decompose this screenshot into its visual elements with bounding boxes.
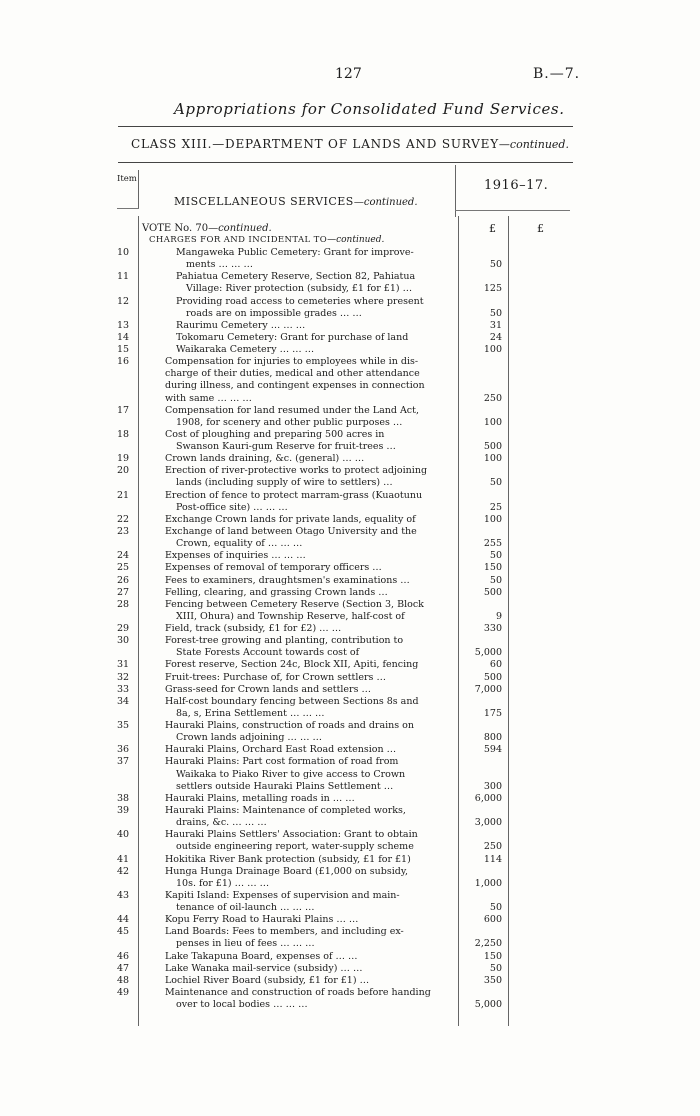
table-row [0, 938, 700, 950]
table-row [0, 720, 700, 732]
item-amount: 594 [483, 744, 502, 756]
table-row [0, 756, 700, 768]
item-header-divider [138, 170, 139, 208]
item-amount: 800 [483, 732, 502, 744]
item-number: 47 [117, 962, 130, 974]
table-row [0, 599, 700, 611]
item-description: Land Boards: Fees to members, and including ex- [165, 926, 404, 938]
item-description: Forest reserve, Section 24c, Block XII, Apiti, fencing [165, 659, 419, 671]
item-description: 1908, for scenery and other public purposes … [176, 416, 403, 428]
vote-heading [142, 223, 272, 234]
item-description: Hauraki Plains Settlers' Association: Grant to obtain [165, 829, 418, 841]
item-number: 32 [117, 671, 130, 683]
item-description: Field, track (subsidy, £1 for £2) … … [165, 623, 342, 635]
item-description: Cost of ploughing and preparing 500 acres in [165, 428, 385, 440]
item-description: drains, &c. … … … [176, 817, 267, 829]
item-description: Half-cost boundary fencing between Sections 8s and [165, 695, 419, 707]
table-row [0, 417, 700, 429]
item-number: 14 [117, 331, 130, 343]
table-row [0, 708, 700, 720]
item-number: 16 [117, 356, 130, 368]
table-row [0, 635, 700, 647]
table-row [0, 975, 700, 987]
table-row [0, 538, 700, 550]
table-row [0, 477, 700, 489]
item-number: 33 [117, 683, 130, 695]
item-number: 25 [117, 562, 130, 574]
item-description: Erection of fence to protect marram-grass (Kuaotunu [165, 489, 423, 501]
item-description: Crown, equality of … … … [176, 538, 303, 550]
item-number: 44 [117, 914, 130, 926]
table-row [0, 575, 700, 587]
item-description: over to local bodies … … … [176, 999, 308, 1011]
item-amount: 25 [489, 501, 502, 513]
table-row [0, 393, 700, 405]
page-number: 127 [335, 66, 362, 82]
table-row [0, 999, 700, 1011]
item-description: Grass-seed for Crown lands and settlers … [165, 683, 371, 695]
table-row [0, 368, 700, 380]
item-amount: 250 [483, 392, 502, 404]
table-row [0, 647, 700, 659]
item-number: 28 [117, 598, 130, 610]
item-number: 21 [117, 489, 130, 501]
item-amount: 3,000 [474, 817, 502, 829]
item-amount: 150 [483, 950, 502, 962]
item-number: 17 [117, 404, 130, 416]
table-row [0, 866, 700, 878]
currency-symbol-right: £ [537, 222, 544, 235]
table-row [0, 963, 700, 975]
table-row [0, 829, 700, 841]
table-row [0, 344, 700, 356]
item-description: Hokitika River Bank protection (subsidy, £1 for £1) [165, 853, 411, 865]
item-description: Felling, clearing, and grassing Crown lands … [165, 586, 388, 598]
vote-heading-continued: —continued. [208, 223, 272, 234]
table-row [0, 562, 700, 574]
charges-heading [149, 235, 384, 245]
item-number: 38 [117, 792, 130, 804]
table-row [0, 805, 700, 817]
table-row [0, 356, 700, 368]
item-amount: 1,000 [474, 877, 502, 889]
item-description: Swanson Kauri-gum Reserve for fruit-trees … [176, 441, 396, 453]
item-number: 26 [117, 574, 130, 586]
item-amount: 100 [483, 513, 502, 525]
table-row [0, 987, 700, 999]
page-title: Appropriations for Consolidated Fund Services. [174, 100, 565, 118]
item-number: 18 [117, 428, 130, 440]
item-number: 36 [117, 744, 130, 756]
item-number: 39 [117, 804, 130, 816]
item-description: during illness, and contingent expenses in connection [165, 380, 425, 392]
item-number: 41 [117, 853, 130, 865]
header-rule [118, 162, 573, 163]
item-amount: 50 [489, 574, 502, 586]
item-number: 10 [117, 247, 130, 258]
table-row [0, 550, 700, 562]
item-description: Crown lands adjoining … … … [176, 732, 322, 744]
item-description: Crown lands draining, &c. (general) … … [165, 453, 365, 465]
item-amount: 24 [489, 331, 502, 343]
item-amount: 125 [483, 283, 502, 295]
item-description: Raurimu Cemetery … … … [176, 319, 306, 331]
section-heading-continued: —continued. [353, 197, 418, 208]
item-description: Waikaka to Piako River to give access to Crown [176, 768, 406, 780]
table-row [0, 817, 700, 829]
vote-heading-text: VOTE No. 70 [142, 223, 209, 234]
table-row [0, 672, 700, 684]
table-row [0, 878, 700, 890]
item-amount: 50 [489, 259, 502, 271]
item-description: Hauraki Plains, metalling roads in … … [165, 792, 355, 804]
table-row [0, 623, 700, 635]
item-amount: 250 [483, 841, 502, 853]
item-number: 20 [117, 465, 130, 477]
table-row [0, 247, 700, 259]
item-amount: 100 [483, 344, 502, 356]
table-row [0, 902, 700, 914]
item-description: Erection of river-protective works to protect adjoining [165, 465, 428, 477]
table-row [0, 380, 700, 392]
table-row [0, 890, 700, 902]
item-description: Hauraki Plains: Maintenance of completed works, [165, 804, 406, 816]
table-row [0, 781, 700, 793]
item-description: 10s. for £1) … … … [176, 877, 270, 889]
item-number: 30 [117, 635, 130, 647]
item-number: 45 [117, 926, 130, 938]
table-row [0, 926, 700, 938]
item-number: 49 [117, 986, 130, 998]
table-row [0, 587, 700, 599]
item-amount: 5,000 [474, 647, 502, 659]
item-amount: 7,000 [474, 683, 502, 695]
item-amount: 50 [489, 902, 502, 914]
item-amount: 500 [483, 671, 502, 683]
year-header-rule [455, 210, 570, 211]
item-description: outside engineering report, water-supply scheme [176, 841, 414, 853]
item-description: penses in lieu of fees … … … [176, 938, 315, 950]
table-row [0, 502, 700, 514]
item-description: 8a, s, Erina Settlement … … … [176, 707, 325, 719]
section-heading [174, 195, 418, 208]
item-amount: 350 [483, 974, 502, 986]
item-description: Fees to examiners, draughtsmen's examinations … [165, 574, 410, 586]
table-row [0, 696, 700, 708]
table-row [0, 271, 700, 283]
class-heading-continued: —continued. [498, 138, 569, 151]
item-amount: 50 [489, 550, 502, 562]
item-number: 35 [117, 720, 130, 732]
item-number: 31 [117, 659, 130, 671]
item-description: State Forests Account towards cost of [176, 647, 360, 659]
item-description: Compensation for land resumed under the Land Act, [165, 404, 419, 416]
item-description: Hauraki Plains: Part cost formation of road from [165, 756, 399, 768]
item-description: Pahiatua Cemetery Reserve, Section 82, Pahiatua [176, 271, 416, 283]
item-description: roads are on impossible grades … … [186, 307, 362, 319]
table-row [0, 793, 700, 805]
item-amount: 330 [483, 623, 502, 635]
item-amount: 175 [483, 707, 502, 719]
item-amount: 5,000 [474, 999, 502, 1011]
item-number: 15 [117, 344, 130, 356]
item-description: Expenses of inquiries … … … [165, 550, 306, 562]
class-heading-text: CLASS XIII.—DEPARTMENT OF LANDS AND SURVEY [131, 137, 499, 151]
item-description: Exchange Crown lands for private lands, equality of [165, 513, 416, 525]
item-amount: 150 [483, 562, 502, 574]
item-description: XIII, Ohura) and Township Reserve, half-cost of [176, 610, 405, 622]
table-row [0, 441, 700, 453]
table-row [0, 732, 700, 744]
item-description: Forest-tree growing and planting, contribution to [165, 635, 404, 647]
item-amount: 100 [483, 453, 502, 465]
item-amount: 100 [483, 416, 502, 428]
item-description: Mangaweka Public Cemetery: Grant for improve- [176, 247, 414, 258]
item-amount: 300 [483, 780, 502, 792]
top-rule [118, 126, 573, 127]
item-description: Exchange of land between Otago University and the [165, 525, 417, 537]
item-amount: 6,000 [474, 792, 502, 804]
table-row [0, 914, 700, 926]
class-heading [131, 137, 569, 151]
item-amount: 50 [489, 477, 502, 489]
item-description: Kapiti Island: Expenses of supervision and main- [165, 889, 400, 901]
table-row [0, 526, 700, 538]
item-description: Tokomaru Cemetery: Grant for purchase of land [176, 331, 409, 343]
table-row [0, 308, 700, 320]
year-column-header: 1916–17. [484, 178, 549, 193]
item-description: Maintenance and construction of roads before handing [165, 986, 431, 998]
item-amount: 114 [483, 853, 502, 865]
charges-heading-continued: —continued. [327, 235, 385, 245]
document-reference: B.—7. [533, 66, 581, 82]
table-row [0, 465, 700, 477]
table-row [0, 611, 700, 623]
item-number: 27 [117, 586, 130, 598]
section-heading-text: MISCELLANEOUS SERVICES [174, 195, 354, 208]
item-number: 22 [117, 513, 130, 525]
item-amount: 255 [483, 538, 502, 550]
item-header-rule [117, 208, 139, 209]
item-number: 11 [117, 271, 130, 283]
item-number: 13 [117, 319, 130, 331]
table-row [0, 429, 700, 441]
item-number: 34 [117, 695, 130, 707]
item-description: charge of their duties, medical and other attendance [165, 368, 420, 380]
table-row [0, 684, 700, 696]
item-description: settlers outside Hauraki Plains Settlement … [176, 780, 394, 792]
item-description: Compensation for injuries to employees while in dis- [165, 356, 419, 368]
item-number: 42 [117, 865, 130, 877]
item-amount: 500 [483, 586, 502, 598]
item-amount: 50 [489, 962, 502, 974]
table-row [0, 405, 700, 417]
item-number: 40 [117, 829, 130, 841]
item-description: Providing road access to cemeteries where present [176, 295, 424, 307]
item-number: 48 [117, 974, 130, 986]
table-row [0, 841, 700, 853]
table-row [0, 769, 700, 781]
table-row [0, 854, 700, 866]
item-description: Hauraki Plains, construction of roads and drains on [165, 720, 415, 732]
item-description: Lochiel River Board (subsidy, £1 for £1) … [165, 974, 370, 986]
item-number: 37 [117, 756, 130, 768]
item-number: 19 [117, 453, 130, 465]
item-number: 46 [117, 950, 130, 962]
table-row [0, 659, 700, 671]
item-amount: 500 [483, 441, 502, 453]
table-row [0, 951, 700, 963]
item-description: tenance of oil-launch … … … [176, 902, 315, 914]
item-description: ments … … … [186, 259, 254, 271]
item-description: Lake Wanaka mail-service (subsidy) … … [165, 962, 363, 974]
item-description: Fruit-trees: Purchase of, for Crown settlers … [165, 671, 386, 683]
item-description: Waikaraka Cemetery … … … [176, 344, 315, 356]
item-description: Hunga Hunga Drainage Board (£1,000 on subsidy, [165, 865, 408, 877]
item-amount: 9 [495, 610, 502, 622]
item-number: 12 [117, 295, 130, 307]
table-row [0, 296, 700, 308]
table-row [0, 332, 700, 344]
item-description: lands (including supply of wire to settlers) … [176, 477, 393, 489]
currency-symbol-left: £ [489, 222, 496, 235]
table-row [0, 259, 700, 271]
item-amount: 60 [489, 659, 502, 671]
item-description: Lake Takapuna Board, expenses of … … [165, 950, 358, 962]
item-description: Post-office site) … … … [176, 501, 288, 513]
table-row [0, 453, 700, 465]
item-number: 24 [117, 550, 130, 562]
item-number: 29 [117, 623, 130, 635]
item-number: 43 [117, 889, 130, 901]
item-description: Expenses of removal of temporary officers … [165, 562, 382, 574]
item-amount: 31 [489, 319, 502, 331]
table-row [0, 514, 700, 526]
charges-heading-text: CHARGES FOR AND INCIDENTAL TO [149, 235, 328, 245]
item-description: Hauraki Plains, Orchard East Road extension … [165, 744, 397, 756]
item-description: Kopu Ferry Road to Hauraki Plains … … [165, 914, 359, 926]
item-amount: 50 [489, 307, 502, 319]
table-row [0, 744, 700, 756]
table-row [0, 490, 700, 502]
table-row [0, 283, 700, 295]
item-amount: 600 [483, 914, 502, 926]
item-column-header: Item [117, 174, 137, 184]
item-description: Fencing between Cemetery Reserve (Section 3, Block [165, 598, 424, 610]
table-row [0, 320, 700, 332]
item-description: with same … … … [165, 392, 252, 404]
item-amount: 2,250 [474, 938, 502, 950]
item-number: 23 [117, 525, 130, 537]
item-description: Village: River protection (subsidy, £1 for £1) … [186, 283, 413, 295]
